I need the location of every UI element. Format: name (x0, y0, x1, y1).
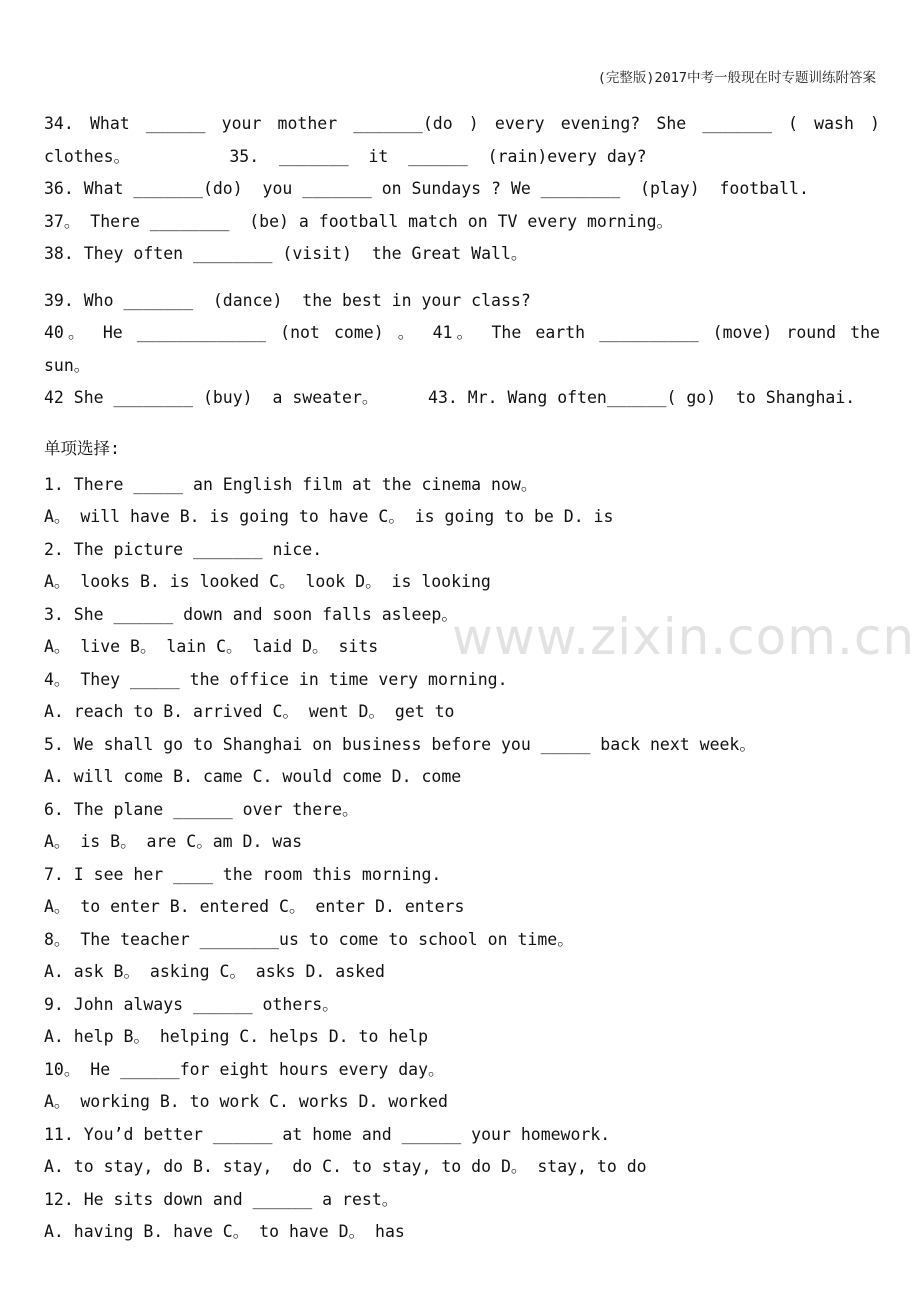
question-stem: 2. The picture _______ nice. (44, 539, 323, 559)
question-options: A. ask B。 asking C。 asks D. asked (44, 962, 385, 981)
question-options: A. help B。 helping C. helps D. to help (44, 1027, 429, 1046)
question-options: A。 looks B. is looked C。 look D。 is looking (44, 572, 491, 591)
question-stem: 1. There _____ an English film at the cinema now。 (44, 474, 538, 494)
fill-in-line: 37。 There ________ (be) a football match on TV every morning。 (44, 211, 674, 231)
fill-in-line: 36. What _______(do) you _______ on Sundays ? We ________ (play) football. (44, 179, 809, 198)
page-header: (完整版)2017中考一般现在时专题训练附答案 (597, 70, 876, 86)
question-options: A。 to enter B. entered C。 enter D. enters (44, 897, 465, 916)
question-options: A. reach to B. arrived C。 went D。 get to (44, 702, 455, 721)
fill-in-line: 42 She ________ (buy) a sweater。 43. Mr. Wang often______( go) to Shanghai. (44, 388, 856, 407)
question-stem: 11. You’d better ______ at home and ______ your homework. (44, 1124, 611, 1144)
question-stem: 6. The plane ______ over there。 (44, 799, 359, 819)
question-options: A。 is B。 are C。am D. was (44, 832, 303, 851)
fill-in-line: clothes。 35. _______ it ______ (rain)every day? (44, 146, 647, 166)
question-list (44, 469, 880, 1249)
question-stem: 4。 They _____ the office in time very morning. (44, 669, 508, 689)
question-stem: 9. John always ______ others。 (44, 994, 339, 1014)
question-options: A。 live B。 lain C。 laid D。 sits (44, 637, 379, 656)
question-stem: 7. I see her ____ the room this morning. (44, 864, 442, 884)
question-stem: 5. We shall go to Shanghai on business before you _____ back next week。 (44, 734, 756, 754)
question-options: A。 will have B. is going to have C。 is going to be D. is (44, 507, 614, 526)
question-options: A。 working B. to work C. works D. worked (44, 1092, 448, 1111)
watermark: www.zixin.com.cn (452, 608, 916, 666)
question-options: A. to stay, do B. stay, do C. to stay, to do D。 stay, to do (44, 1157, 647, 1176)
question-stem: 12. He sits down and ______ a rest。 (44, 1189, 399, 1209)
fill-in-line: 40。 He _____________ (not come) 。 41。 The earth __________ (move) round the (44, 323, 880, 342)
document-body (44, 108, 880, 1249)
spacer (44, 271, 880, 285)
question-stem: 3. She ______ down and soon falls asleep。 (44, 604, 458, 624)
question-stem: 8。 The teacher ________us to come to school on time。 (44, 929, 574, 949)
spacer (44, 415, 880, 429)
question-options: A. having B. have C。 to have D。 has (44, 1222, 405, 1241)
question-stem: 10。 He ______for eight hours every day。 (44, 1059, 445, 1079)
fill-in-line: 38. They often ________ (visit) the Great Wall。 (44, 244, 528, 263)
fill-in-line: 39. Who _______ (dance) the best in your class? (44, 290, 531, 310)
question-options: A. will come B. came C. would come D. come (44, 767, 462, 786)
fill-in-line: sun。 (44, 355, 91, 375)
fill-in-line: 34. What ______ your mother _______(do ) every evening? She _______ ( wash ) (44, 114, 880, 133)
section-title: 单项选择: (44, 438, 120, 458)
